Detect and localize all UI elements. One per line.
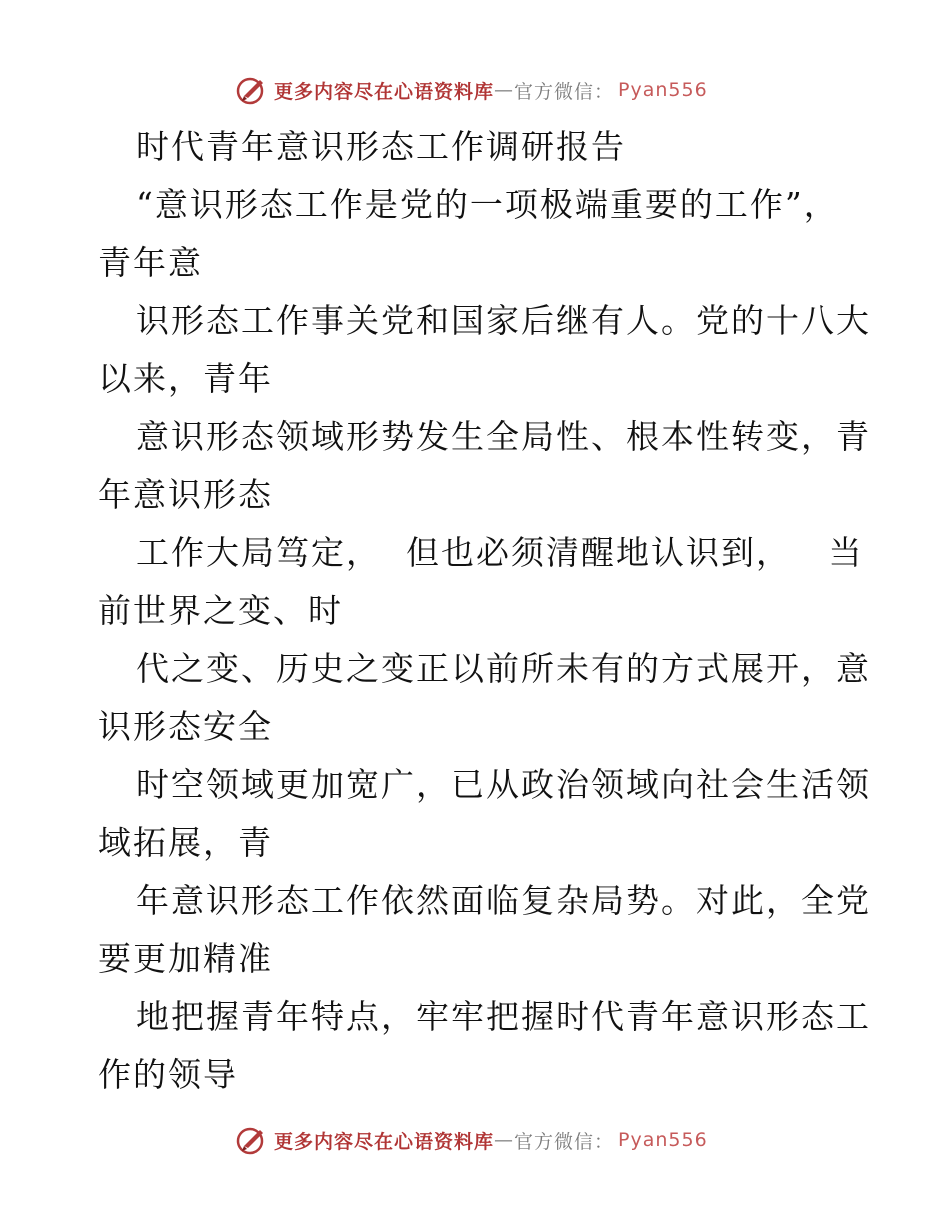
watermark-brand: 更多内容尽在心语资料库 (274, 1130, 495, 1153)
text-line: 时空领域更加宽广，已从政治领域向社会生活领 (136, 765, 871, 804)
header-watermark (236, 70, 708, 110)
text-line: 年意识形态 (98, 475, 273, 514)
text-line: 识形态安全 (98, 707, 273, 746)
watermark-wechat-label: 官方微信： (514, 80, 615, 103)
text-line: 识形态工作事关党和国家后继有人。党的十八大 (136, 301, 871, 340)
watermark-separator: — (494, 79, 515, 101)
text-line: 作的领导 (98, 1055, 238, 1094)
text-line: 域拓展，青 (98, 823, 273, 862)
text-line: 要更加精准 (98, 939, 273, 978)
watermark-wechat-account: Pyan556 (618, 79, 708, 101)
text-line: 以来，青年 (98, 359, 273, 398)
text-line: 青年意 (98, 243, 203, 282)
watermark-separator: — (494, 1129, 515, 1151)
text-line: 代之变、历史之变正以前所未有的方式展开，意 (136, 649, 871, 688)
watermark-wechat-account: Pyan556 (618, 1129, 708, 1151)
text-line: 意识形态领域形势发生全局性、根本性转变，青 (136, 417, 871, 456)
quill-logo-icon (236, 1124, 268, 1156)
document-title: 时代青年意识形态工作调研报告 (136, 127, 626, 166)
footer-watermark (236, 1120, 708, 1160)
quill-logo-icon (236, 74, 268, 106)
text-line: “意识形态工作是党的一项极端重要的工作”， (136, 185, 839, 224)
watermark-brand: 更多内容尽在心语资料库 (274, 80, 495, 103)
text-line: 地把握青年特点，牢牢把握时代青年意识形态工 (136, 997, 871, 1036)
document-body (98, 118, 871, 1104)
text-line: 前世界之变、时 (98, 591, 343, 630)
text-line: 年意识形态工作依然面临复杂局势。对此，全党 (136, 881, 871, 920)
watermark-wechat-label: 官方微信： (514, 1130, 615, 1153)
text-line: 工作大局笃定， 但也必须清醒地认识到， 当 (136, 533, 864, 572)
